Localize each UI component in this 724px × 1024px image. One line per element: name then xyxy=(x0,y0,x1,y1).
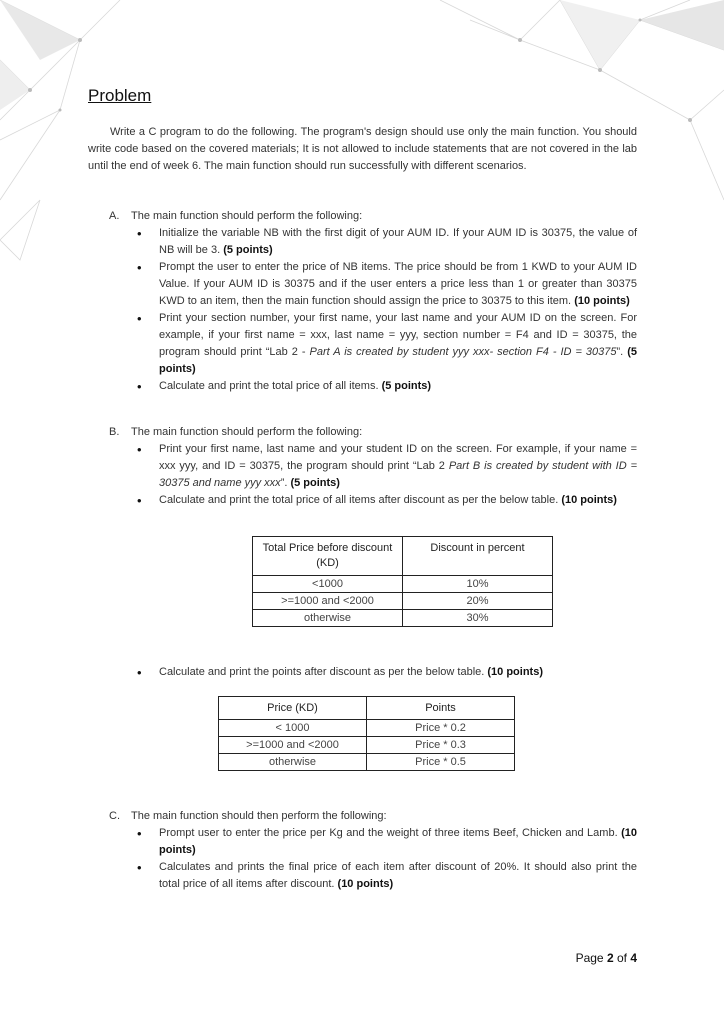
list-item: • Prompt the user to enter the price of NB items. The price should be from 1 KWD to your AUM ID Value. If your AUM ID is 30375 and if the user enters a price less than 1 or greater than 30375 KWD to an item, then the main function should assign the price to 30375 to this item. (10 points) xyxy=(137,259,637,310)
table-cell: 10% xyxy=(403,576,553,593)
intro-paragraph: Write a C program to do the following. The program's design should use only the main function. You should write code based on the covered materials; It is not allowed to include statements that are not covered in the lab until the end of week 6. The main function should run successfully with different scenarios. xyxy=(88,126,637,172)
table-header-row xyxy=(219,697,515,720)
section-b-list xyxy=(137,441,637,509)
list-item: • Initialize the variable NB with the first digit of your AUM ID. If your AUM ID is 30375, the value of NB will be 3. (5 points) xyxy=(137,225,637,259)
list-item: • Print your first name, last name and your student ID on the screen. For example, if your name = xxx yyy, and ID = 30375, the program should print “Lab 2 Part B is created by student with ID = 30375 and name yyy xxx”. (5 points) xyxy=(137,441,637,492)
table-cell: >=1000 and <2000 xyxy=(253,593,403,610)
table-header: Price (KD) xyxy=(219,697,367,720)
section-c-list xyxy=(137,825,637,893)
discount-table xyxy=(252,536,553,627)
section-b-heading xyxy=(109,424,362,441)
table-row xyxy=(253,610,553,627)
table-row xyxy=(219,737,515,754)
section-heading-text: The main function should perform the following: xyxy=(131,426,363,438)
table-header-row xyxy=(253,537,553,576)
section-label: C. xyxy=(109,810,120,822)
table-cell: < 1000 xyxy=(219,720,367,737)
table-row xyxy=(219,754,515,771)
list-item: • Calculates and prints the final price of each item after discount of 20%. It should also print the total price of all items after discount. (10 points) xyxy=(137,859,637,893)
list-item: • Calculate and print the total price of all items. (5 points) xyxy=(137,378,637,395)
table-cell: otherwise xyxy=(219,754,367,771)
section-label: B. xyxy=(109,426,120,438)
table-cell: 30% xyxy=(403,610,553,627)
section-a-list xyxy=(137,225,637,395)
list-item: • Calculate and print the total price of all items after discount as per the below table. (10 points) xyxy=(137,492,637,509)
section-label: A. xyxy=(109,210,120,222)
table-row xyxy=(253,593,553,610)
table-row xyxy=(219,720,515,737)
section-a-heading xyxy=(109,208,362,225)
list-item: • Prompt user to enter the price per Kg and the weight of three items Beef, Chicken and Lamb. (10 points) xyxy=(137,825,637,859)
table-cell: otherwise xyxy=(253,610,403,627)
table-cell: Price * 0.3 xyxy=(367,737,515,754)
table-header: Total Price before discount (KD) xyxy=(253,537,403,576)
points-table xyxy=(218,696,515,771)
section-c-heading xyxy=(109,808,387,825)
table-cell: <1000 xyxy=(253,576,403,593)
section-heading-text: The main function should perform the following: xyxy=(131,210,363,222)
table-cell: >=1000 and <2000 xyxy=(219,737,367,754)
list-item: • Print your section number, your first name, your last name and your AUM ID on the screen. For example, if your first name = xxx, last name = yyy, section number = F4 and ID = 30375, the program should print “Lab 2 - Part A is created by student yyy xxx- section F4 - ID = 30375”. (5 points) xyxy=(137,310,637,378)
section-b-list-continued xyxy=(137,664,637,681)
page-title: Problem xyxy=(88,86,152,105)
table-cell: Price * 0.5 xyxy=(367,754,515,771)
table-header: Points xyxy=(367,697,515,720)
table-row xyxy=(253,576,553,593)
table-cell: Price * 0.2 xyxy=(367,720,515,737)
table-cell: 20% xyxy=(403,593,553,610)
list-item: • Calculate and print the points after discount as per the below table. (10 points) xyxy=(137,664,637,681)
section-heading-text: The main function should then perform the following: xyxy=(131,810,387,822)
table-header: Discount in percent xyxy=(403,537,553,576)
page-number: Page 2 of 4 xyxy=(575,951,637,965)
